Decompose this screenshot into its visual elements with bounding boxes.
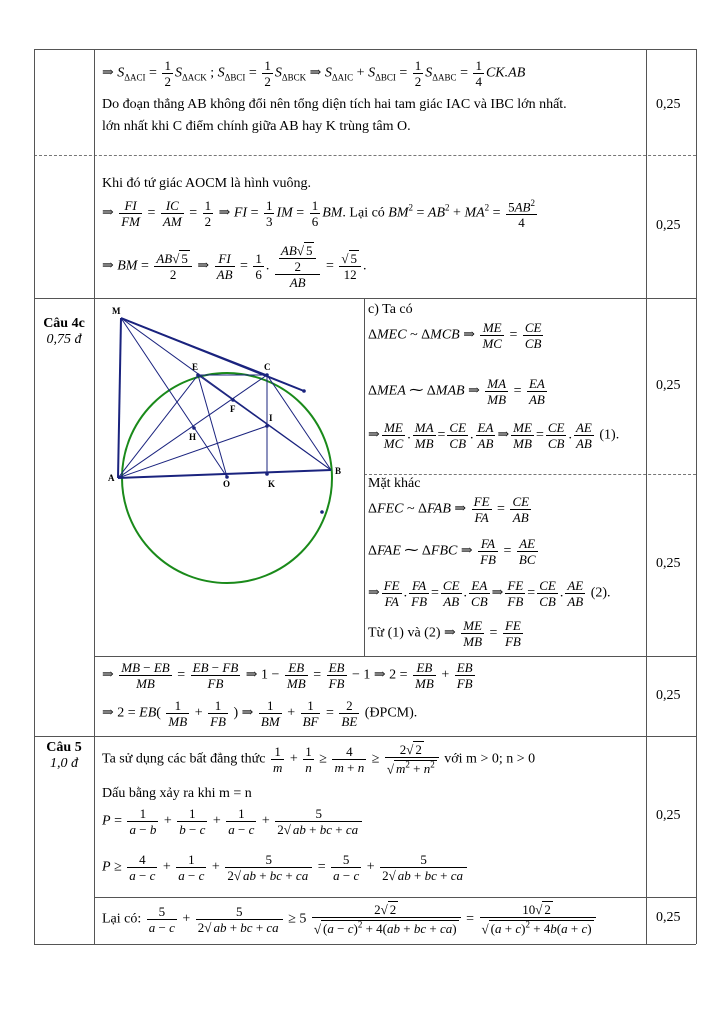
r2-formula2: ⇒ BM = $\frac{AB√ 5}{2}$ ⇒ $\frac{FI}{AB}$ = $\frac{1}{6}$ . $\frac{\frac{AB√ 5}{2}}{AB}$ = $\frac{√ 5}{12}$ . xyxy=(102,243,367,290)
r5-end: (ĐPCM). xyxy=(364,705,418,721)
r7-line: Lại có: $\frac{5}{a - c}$ + $\frac{5}{2√ ab + bc + ca}$ ≥ 5 $\frac{2√ 2}{√ (a - c)^2 + 4(ab + bc + ca)}$ = $\frac{10√ 2}{√ (a + c)^2 + 4b(a + c)}$ xyxy=(102,902,598,936)
r4-sim2: ΔFAE ⁓ ΔFBC ⇒ $\frac{FA}{FB}$ = $\frac{AE}{BC}$ xyxy=(368,536,536,567)
r5-line1: ⇒ $\frac{MB - EB}{MB}$ = $\frac{EB - FB}{FB}$ ⇒ 1 − $\frac{EB}{MB}$ = $\frac{EB}{FB}$ − 1 ⇒ 2 = $\frac{EB}{MB}$ + $\frac{EB}{FB}$ xyxy=(102,660,473,691)
pt-A: A xyxy=(108,473,115,483)
r6-cond: với m > 0; n > 0 xyxy=(444,751,536,767)
r4-sim1: ΔFEC ~ ΔFAB ⇒ $\frac{FE}{FA}$ = $\frac{CE}{AB}$ xyxy=(368,494,530,525)
r6-P: P = $\frac{1}{a - b}$ + $\frac{1}{b - c}$ + $\frac{1}{a - c}$ + $\frac{5}{2√ ab + bc + ca}$ xyxy=(102,806,364,837)
pt-M: M xyxy=(112,306,121,316)
pt-B: B xyxy=(335,466,342,476)
r1-line3: lớn nhất khi C điểm chính giữa AB hay K trùng tâm O. xyxy=(102,119,411,134)
q4c-label: Câu 4c xyxy=(43,316,85,331)
r2-points: 0,25 xyxy=(656,218,681,233)
ref-1: (1). xyxy=(599,427,620,443)
r3-points: 0,25 xyxy=(656,378,681,393)
r4-product: ⇒ $\frac{FE}{FA}$ . $\frac{FA}{FB}$ = $\frac{CE}{AB}$ . $\frac{EA}{CB}$ ⇒ $\frac{FE}{FB}$ = $\frac{CE}{CB}$ . $\frac{AE}{AB}$ (2). xyxy=(368,578,611,609)
r4-points: 0,25 xyxy=(656,556,681,571)
r3-sim2: ΔMEA ⁓ ΔMAB ⇒ $\frac{MA}{MB}$ = $\frac{EA}{AB}$ xyxy=(368,376,545,407)
r4-tail: Từ (1) và (2) ⇒ $\frac{ME}{MB}$ = $\frac{FE}{FB}$ xyxy=(368,618,521,649)
r7-points: 0,25 xyxy=(656,910,681,925)
pt-I: I xyxy=(269,413,273,423)
r4-intro: Mặt khác xyxy=(368,476,421,491)
geometry-figure xyxy=(100,304,360,604)
r6-Pge: P ≥ $\frac{4}{a - c}$ + $\frac{1}{a - c}$ + $\frac{5}{2√ ab + bc + ca}$ = $\frac{5}{a - c}$ + $\frac{5}{2√ ab + bc + ca}$ xyxy=(102,852,469,883)
r1-formula: ⇒ $S_{\Delta ACI}$ = $\frac{1}{2}$ $S_{\Delta ACK}$ ; $S_{\Delta BCI}$ = $\frac{1}{2}$ $S_{\Delta BCK}$ ⇒ $S_{\Delta AIC} + S_{\Delta BCI}$ = $\frac{1}{2}$ $S_{\Delta ABC}$ = $\frac{1}{4}$ CK.AB xyxy=(102,58,526,89)
r5-line2: ⇒ 2 = EB( $\frac{1}{MB}$ + $\frac{1}{FB}$ ) ⇒ $\frac{1}{BM}$ + $\frac{1}{BF}$ = $\frac{2}{BE}$ (ĐPCM). xyxy=(102,698,418,729)
r6-points: 0,25 xyxy=(656,808,681,823)
r6-eq: Dấu bằng xảy ra khi m = n xyxy=(102,786,252,801)
r1-line2: Do đoạn thẳng AB không đổi nên tổng diện tích hai tam giác IAC và IBC lớn nhất. xyxy=(102,97,567,112)
pt-E: E xyxy=(192,362,199,372)
q4c-points-total: 0,75 đ xyxy=(46,332,82,347)
ref-2: (2). xyxy=(590,585,611,601)
r3-product: ⇒ $\frac{ME}{MC}$ . $\frac{MA}{MB}$ = $\frac{CE}{CB}$ . $\frac{EA}{AB}$ ⇒ $\frac{ME}{MB}$ = $\frac{CE}{CB}$ . $\frac{AE}{AB}$ (1). xyxy=(368,420,620,451)
r3-sim1: ΔMEC ~ ΔMCB ⇒ $\frac{ME}{MC}$ = $\frac{CE}{CB}$ xyxy=(368,320,542,351)
r2-line1: Khi đó tứ giác AOCM là hình vuông. xyxy=(102,176,312,191)
r3-intro: c) Ta có xyxy=(368,302,413,317)
pt-O: O xyxy=(223,479,231,489)
r1-points: 0,25 xyxy=(656,97,681,112)
q5-label: Câu 5 xyxy=(46,740,82,755)
pt-H: H xyxy=(189,432,197,442)
r2-formula1: ⇒ $\frac{FI}{FM}$ = $\frac{IC}{AM}$ = $\frac{1}{2}$ ⇒ FI = $\frac{1}{3}$ IM = $\frac{1}{6}$ BM. Lại có $BM^2 = AB^2 + MA^2$ = $\frac{5AB^2}{4}$ xyxy=(102,197,535,231)
pt-K: K xyxy=(268,479,276,489)
r2-tail: . Lại có xyxy=(342,205,385,221)
pt-C: C xyxy=(264,362,271,372)
pt-F: F xyxy=(230,404,236,414)
r5-points: 0,25 xyxy=(656,688,681,703)
r6-ineq: Ta sử dụng các bất đẳng thức $\frac{1}{m}$ + $\frac{1}{n}$ ≥ $\frac{4}{m + n}$ ≥ $\frac{2√ 2}{√ m^2 + n^2}$ với m > 0; n > 0 xyxy=(102,742,536,777)
q5-points-total: 1,0 đ xyxy=(50,756,78,771)
